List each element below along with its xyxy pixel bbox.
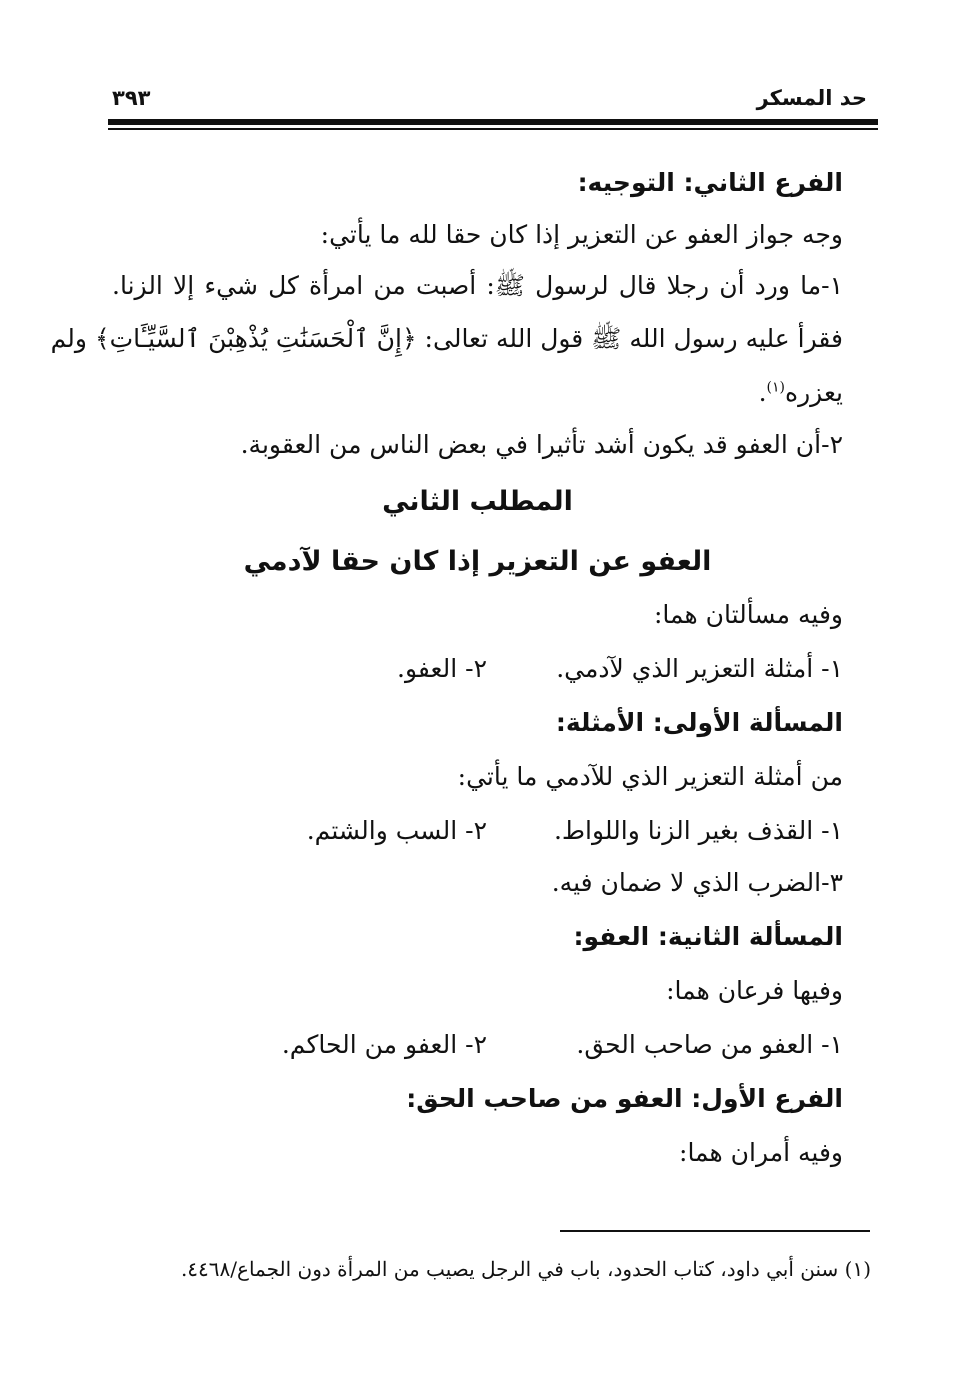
paragraph-examples: من أمثلة التعزير الذي للآدمي ما يأتي: — [457, 762, 843, 791]
list3-item-a: ١- العفو من صاحب الحق. — [576, 1030, 843, 1059]
paragraph-hadith-3-text: يعزره — [785, 378, 843, 407]
paragraph-hadith-3-end: . — [758, 378, 767, 407]
paragraph-intro: وجه جواز العفو عن التعزير إذا كان حقا لله ما يأتي: — [320, 220, 843, 249]
paragraph-two-issues: وفيه مسألتان هما: — [654, 600, 843, 629]
list1-item-b: ٢- العفو. — [397, 654, 487, 683]
list3-item-b: ٢- العفو من الحاكم. — [281, 1030, 487, 1059]
heading-first-issue: المسألة الأولى: الأمثلة: — [555, 708, 843, 737]
list1-item-a: ١- أمثلة التعزير الذي لآدمي. — [556, 654, 843, 683]
paragraph-hadith-2: فقرأ عليه رسول الله ﷺ قول الله تعالى: ﴿إِنَّ ٱلْحَسَنَٰتِ يُذْهِبْنَ ٱلسَّيِّـَٔاتِ﴾ ولم — [50, 324, 843, 353]
list2-item-b: ٢- السب والشتم. — [306, 816, 487, 845]
header-rule-thin — [108, 128, 878, 130]
paragraph-point-3: ٣-الضرب الذي لا ضمان فيه. — [551, 868, 843, 897]
page-number: ٣٩٣ — [112, 86, 151, 110]
paragraph-hadith-3 — [759, 378, 843, 408]
section-title: المطلب الثاني — [382, 486, 573, 517]
footnote-ref: (١) — [766, 379, 786, 396]
heading-second-issue: المسألة الثانية: العفو: — [573, 922, 843, 951]
footnote-separator — [560, 1230, 870, 1232]
header-rule-thick — [108, 119, 878, 125]
heading-second-branch: الفرع الثاني: التوجيه: — [577, 168, 843, 197]
paragraph-two-branches: وفيها فرعان هما: — [666, 976, 843, 1005]
running-header-title: حد المسكر — [756, 86, 867, 110]
section-subtitle: العفو عن التعزير إذا كان حقا لآدمي — [243, 546, 712, 577]
footnote-text: (١) سنن أبي داود، كتاب الحدود، باب في الرجل يصيب من المرأة دون الجماع/٤٤٦٨. — [180, 1257, 871, 1281]
paragraph-point-2: ٢-أن العفو قد يكون أشد تأثيرا في بعض الناس من العقوبة. — [240, 430, 843, 459]
heading-first-branch: الفرع الأول: العفو من صاحب الحق: — [406, 1084, 843, 1113]
list2-item-a: ١- القذف بغير الزنا واللواط. — [553, 816, 843, 845]
paragraph-hadith-1: ١-ما ورد أن رجلا قال لرسول ﷺ: أصبت من امرأة كل شيء إلا الزنا. — [112, 271, 843, 300]
paragraph-two-matters: وفيه أمران هما: — [679, 1138, 843, 1167]
